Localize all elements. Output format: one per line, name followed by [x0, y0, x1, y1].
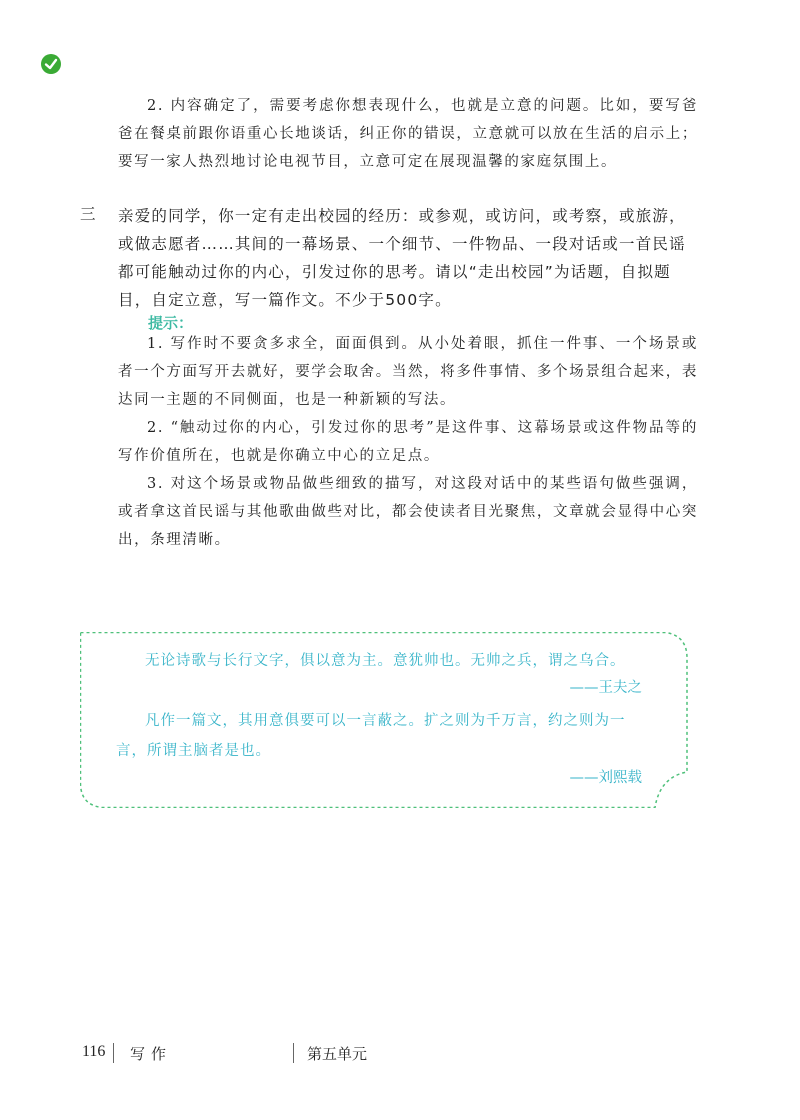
task-prompt: 亲爱的同学，你一定有走出校园的经历：或参观，或访问，或考察，或旅游，或做志愿者……其间的一幕场景、一个细节、一件物品、一段对话或一首民谣都可能触动过你的内心，引发过你的思考。请以“走出校园”为话题，自拟题目，自定立意，写一篇作文。不少于500字。 — [118, 207, 686, 309]
green-circle-pencil-icon — [40, 53, 62, 75]
quote-author-2: ——刘熙载 — [569, 770, 642, 786]
hint-item: 1. 写作时不要贪多求全，面面俱到。从小处着眼，抓住一件事、一个场景或者一个方面写开去就好，要学会取舍。当然，将多件事情、多个场景组合起来，表达同一主题的不同侧面，也是一种新颖的写法。 — [118, 336, 698, 408]
footer-divider — [293, 1043, 294, 1063]
footer-divider — [113, 1043, 114, 1063]
quote-box — [80, 632, 690, 808]
hint-item: 3. 对这个场景或物品做些细致的描写，对这段对话中的某些语句做些强调，或者拿这首民谣与其他歌曲做些对比，都会使读者目光聚焦，文章就会显得中心突出，条理清晰。 — [118, 476, 698, 548]
previous-item-paragraph: 2. 内容确定了，需要考虑你想表现什么，也就是立意的问题。比如，要写爸爸在餐桌前跟你语重心长地谈话，纠正你的错误，立意就可以放在生活的启示上；要写一家人热烈地讨论电视节目，立意可定在展现温馨的家庭氛围上。 — [118, 98, 698, 170]
hint-label: 提示： — [148, 314, 194, 332]
hint-item: 2. “触动过你的内心，引发过你的思考”是这件事、这幕场景或这件物品等的写作价值所在，也就是你确立中心的立足点。 — [118, 420, 698, 464]
hint-list — [118, 330, 698, 554]
footer-unit-title: 第五单元 — [307, 1045, 368, 1063]
quote-author-1: ——王夫之 — [569, 680, 642, 696]
quote-text-2: 凡作一篇文，其用意俱要可以一言蔽之。扩之则为千万言，约之则为一言，所谓主脑者是也。 — [116, 713, 626, 759]
task-number: 三 — [80, 205, 96, 223]
footer-section-title: 写作 — [130, 1045, 173, 1063]
page-number: 116 — [82, 1043, 106, 1060]
quote-text-1: 无论诗歌与长行文字，俱以意为主。意犹帅也。无帅之兵，谓之乌合。 — [145, 653, 626, 669]
